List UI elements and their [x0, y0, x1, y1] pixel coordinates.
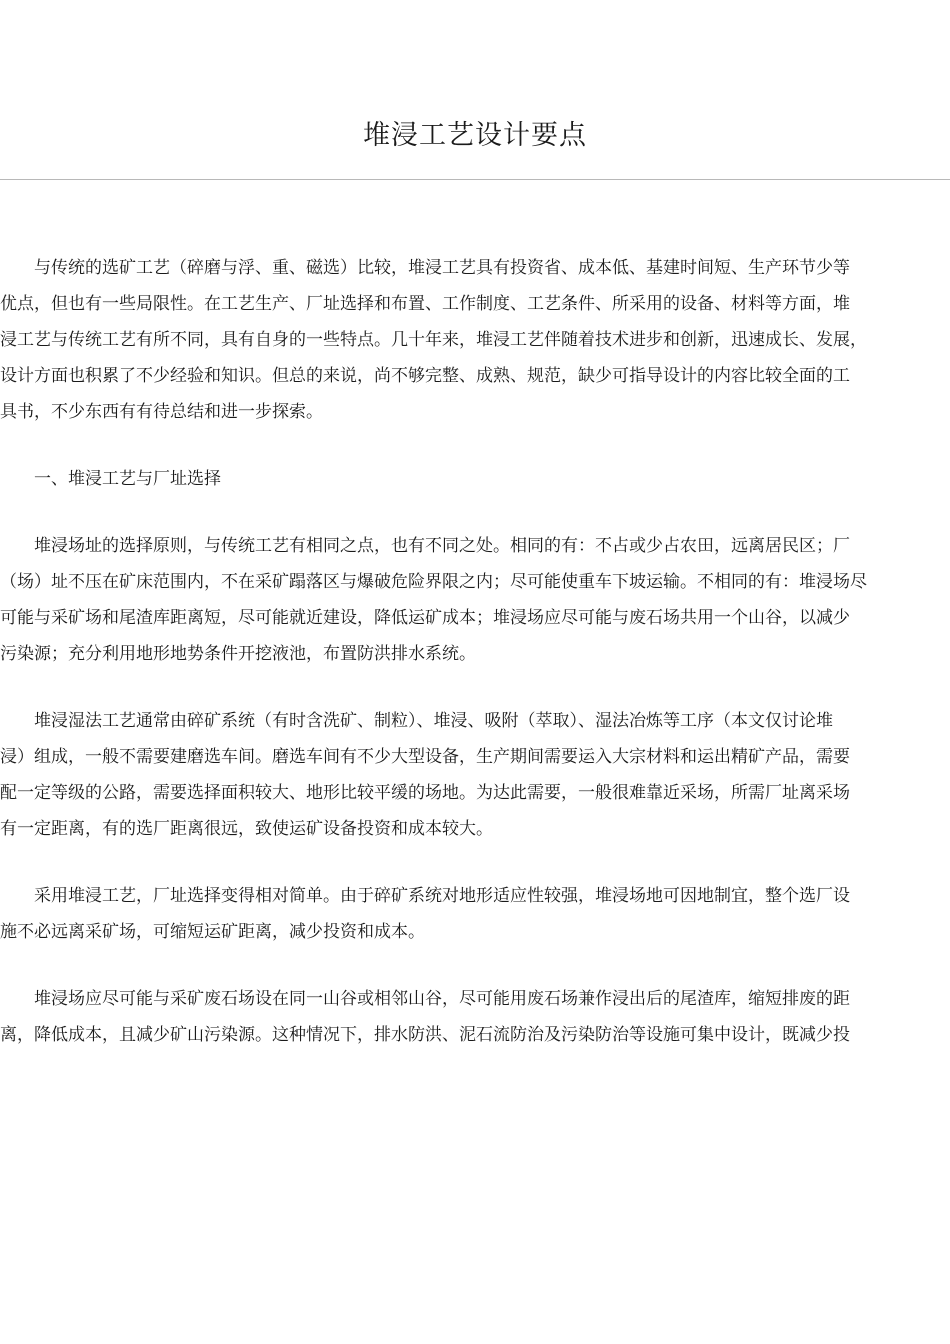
text-line: 与传统的选矿工艺（碎磨与浮、重、磁选）比较，堆浸工艺具有投资省、成本低、基建时间短、生产环节少等: [34, 258, 850, 278]
paragraph-spacer: [0, 847, 950, 878]
paragraph-spacer: [0, 430, 950, 461]
text-line: 堆浸湿法工艺通常由碎矿系统（有时含洗矿、制粒）、堆浸、吸附（萃取）、湿法冶炼等工序（本文仅讨论堆: [34, 711, 833, 731]
page-title: 堆浸工艺设计要点: [363, 120, 587, 151]
paragraph-spacer: [0, 672, 950, 703]
paragraph-wet-process: [0, 703, 950, 847]
text-line: 设计方面也积累了不少经验和知识。但总的来说，尚不够完整、成熟、规范，缺少可指导设计的内容比较全面的工: [0, 366, 850, 386]
text-line: 污染源；充分利用地形地势条件开挖液池，布置防洪排水系统。: [0, 644, 476, 664]
paragraph-spacer: [0, 950, 950, 981]
title-divider: [0, 179, 950, 180]
text-line: 浸）组成，一般不需要建磨选车间。磨选车间有不少大型设备，生产期间需要运入大宗材料和运出精矿产品，需要: [0, 747, 850, 767]
text-line: 堆浸场址的选择原则，与传统工艺有相同之点，也有不同之处。相同的有：不占或少占农田，远离居民区；厂: [34, 536, 850, 556]
paragraph-waste-rock: [0, 981, 950, 1053]
text-line: 施不必远离采矿场，可缩短运矿距离，减少投资和成本。: [0, 922, 425, 942]
text-line: 配一定等级的公路，需要选择面积较大、地形比较平缓的场地。为达此需要，一般很难靠近采场，所需厂址离采场: [0, 783, 850, 803]
text-line: 采用堆浸工艺，厂址选择变得相对简单。由于碎矿系统对地形适应性较强，堆浸场地可因地制宜，整个选厂设: [34, 886, 850, 906]
text-line: 浸工艺与传统工艺有所不同，具有自身的一些特点。几十年来，堆浸工艺伴随着技术进步和创新，迅速成长、发展，: [0, 330, 867, 350]
text-line: 可能与采矿场和尾渣库距离短，尽可能就近建设，降低运矿成本；堆浸场应尽可能与废石场共用一个山谷，以减少: [0, 608, 850, 628]
text-line: 堆浸场应尽可能与采矿废石场设在同一山谷或相邻山谷，尽可能用废石场兼作浸出后的尾渣库，缩短排废的距: [34, 989, 850, 1009]
paragraph-site-simplified: [0, 878, 950, 950]
text-line: 离，降低成本，且减少矿山污染源。这种情况下，排水防洪、泥石流防治及污染防治等设施可集中设计，既减少投: [0, 1025, 850, 1045]
text-line: 优点，但也有一些局限性。在工艺生产、厂址选择和布置、工作制度、工艺条件、所采用的设备、材料等方面，堆: [0, 294, 850, 314]
paragraph-intro: [0, 250, 950, 430]
paragraph-site-principles: [0, 528, 950, 672]
text-line: 具书，不少东西有有待总结和进一步探索。: [0, 402, 323, 422]
section-heading-text: 一、堆浸工艺与厂址选择: [34, 469, 221, 489]
paragraph-spacer: [0, 497, 950, 528]
text-line: 有一定距离，有的选厂距离很远，致使运矿设备投资和成本较大。: [0, 819, 493, 839]
text-line: （场）址不压在矿床范围内，不在采矿蹋落区与爆破危险界限之内；尽可能使重车下坡运输。不相同的有：堆浸场尽: [0, 572, 867, 592]
section-heading-1: [0, 461, 950, 497]
document-body: [0, 250, 950, 1053]
